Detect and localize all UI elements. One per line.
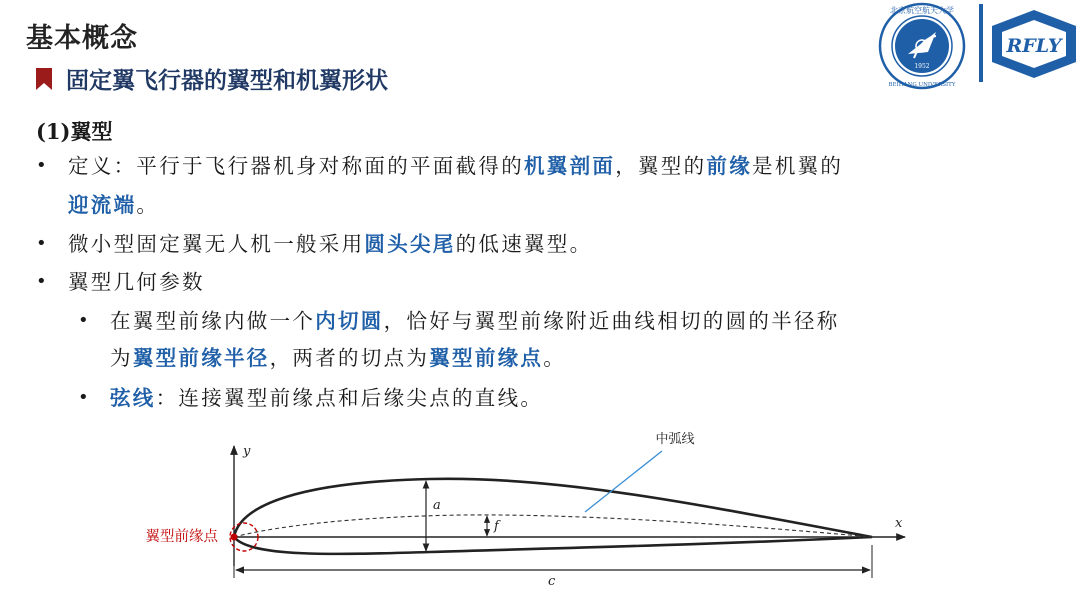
- text: 的低速翼型。: [455, 232, 593, 256]
- subtitle-row: [36, 62, 388, 95]
- text: ：连接翼型前缘点和后缘尖点的直线。: [155, 386, 544, 410]
- sub-bullet-chord: [110, 379, 543, 417]
- bullet-geometry-params: 翼型几何参数: [68, 270, 205, 294]
- bookmark-icon: [36, 68, 52, 90]
- highlight-term: 前缘: [706, 154, 753, 178]
- bullet-definition-line2: [68, 186, 159, 224]
- text: 微小型固定翼无人机一般采用: [68, 232, 365, 256]
- section-heading: (1)翼型: [36, 119, 113, 144]
- thickness-label: a: [433, 498, 441, 513]
- text: 为: [110, 346, 133, 370]
- highlight-term: 弦线: [110, 386, 156, 410]
- page-subtitle: 固定翼飞行器的翼型和机翼形状: [66, 68, 388, 94]
- y-axis-label: y: [243, 444, 251, 459]
- camber-height-label: f: [494, 519, 499, 534]
- highlight-term: 翼型前缘半径: [132, 346, 270, 370]
- camber-line-label: 中弧线: [655, 432, 695, 447]
- rfly-logo: [990, 8, 1078, 80]
- highlight-term: 翼型前缘点: [429, 346, 544, 370]
- text: 定义：平行于飞行器机身对称面的平面截得的: [68, 154, 524, 178]
- bullet-dot: •: [36, 271, 47, 292]
- university-logo: [878, 2, 966, 90]
- airfoil-outline: [234, 479, 872, 554]
- sub-bullet-dot: •: [78, 387, 89, 408]
- airfoil-diagram: [0, 425, 1080, 589]
- chord-label: c: [548, 574, 556, 589]
- logo-divider: [979, 4, 983, 82]
- bullet-airfoil-type: [68, 225, 592, 263]
- text: 。: [136, 193, 160, 217]
- x-axis-label: x: [895, 516, 903, 531]
- text: 是机翼的: [752, 154, 844, 178]
- bullet-dot: •: [36, 233, 47, 254]
- logo-year: 1952: [914, 63, 930, 70]
- logo-ring-text: 北京航空航天大学: [890, 6, 954, 15]
- bullet-definition-line1: [68, 147, 843, 185]
- highlight-term: 内切圆: [315, 309, 384, 333]
- text: 。: [543, 346, 567, 370]
- camber-leader-line: [585, 451, 662, 512]
- sub-bullet-radius-line2: [110, 339, 566, 377]
- logo-bottom-text: BEIHANG UNIVERSITY: [888, 82, 956, 88]
- text: 在翼型前缘内做一个: [110, 309, 316, 333]
- highlight-term: 圆头尖尾: [364, 232, 456, 256]
- sub-bullet-radius-line1: [110, 302, 840, 340]
- leading-edge-label: 翼型前缘点: [145, 529, 218, 545]
- rfly-logo-text: RFLY: [1006, 35, 1062, 57]
- highlight-term: 机翼剖面: [524, 154, 616, 178]
- page-title: 基本概念: [26, 23, 138, 54]
- text: ，两者的切点为: [269, 346, 430, 370]
- highlight-term: 迎流端: [68, 193, 137, 217]
- sub-bullet-dot: •: [78, 310, 89, 331]
- bullet-dot: •: [36, 155, 47, 176]
- text: ，翼型的: [615, 154, 707, 178]
- text: ，恰好与翼型前缘附近曲线相切的圆的半径称: [383, 309, 840, 333]
- leading-edge-point: [231, 534, 238, 541]
